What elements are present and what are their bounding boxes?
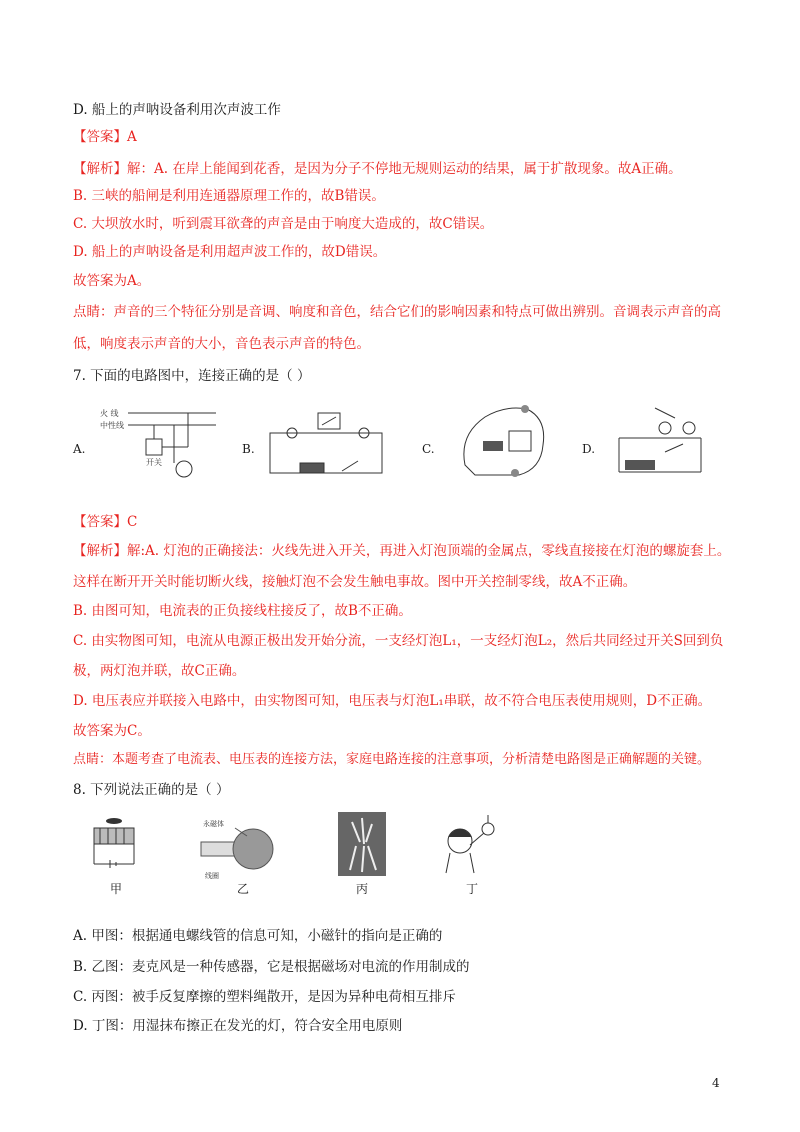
q7-analysis-2: 这样在断开开关时能切断火线，接触灯泡不会发生触电事故。图中开关控制零线，故A不正确。	[73, 574, 637, 590]
q7-conclusion: 故答案为C。	[73, 723, 151, 739]
switch-label: 开关	[146, 458, 162, 467]
analysis-text: 解：A. 在岸上能闻到花香，是因为分子不停地无规则运动的结果，属于扩散现象。故A正确。	[127, 161, 682, 177]
q7-analysis-4: C. 由实物图可知，电流从电源正极出发开始分流，一支经灯泡L₁，一支经灯泡L₂，然后共同经过开关S回到负	[73, 633, 724, 649]
q7-figure-d	[605, 398, 715, 482]
coil-label: 线圈	[205, 872, 219, 880]
magnet-label: 永磁体	[203, 820, 224, 828]
q8-figure-bing	[338, 812, 386, 876]
prev-option-d: D. 船上的声呐设备利用次声波工作	[73, 102, 281, 118]
q7-analysis-3: B. 由图可知，电流表的正负接线柱接反了，故B不正确。	[73, 603, 412, 619]
prev-answer	[73, 127, 137, 147]
prev-analysis-4: D. 船上的声呐设备是利用超声波工作的，故D错误。	[73, 244, 387, 260]
answer-label: 【答案】	[73, 514, 127, 530]
page-number: 4	[712, 1076, 720, 1090]
q8-label-ding: 丁	[466, 882, 479, 896]
q8-stem: 8. 下列说法正确的是（ ）	[73, 782, 230, 798]
answer-value: A	[127, 129, 137, 145]
q7-figure-b	[262, 405, 392, 483]
q8-figure-yi	[195, 818, 285, 880]
prev-analysis-2: B. 三峡的船闸是利用连通器原理工作的，故B错误。	[73, 188, 385, 204]
q7-analysis-5: 极，两灯泡并联，故C正确。	[73, 663, 246, 679]
q8-figure-jia	[88, 816, 148, 876]
q8-label-bing: 丙	[356, 882, 369, 896]
neutral-wire-label: 中性线	[100, 421, 124, 430]
prev-tip-2: 低，响度表示声音的大小，音色表示声音的特色。	[73, 336, 370, 352]
answer-label: 【答案】	[73, 129, 127, 145]
prev-analysis-1	[73, 159, 682, 179]
q8-label-yi: 乙	[237, 882, 250, 896]
q7-stem: 7. 下面的电路图中，连接正确的是（ ）	[73, 368, 311, 384]
q7-figure-a	[98, 405, 218, 483]
analysis-text: 解:A. 灯泡的正确接法：火线先进入开关，再进入灯泡顶端的金属点，零线直接接在灯泡的螺旋套上。	[127, 543, 731, 559]
analysis-label: 【解析】	[73, 543, 127, 559]
live-wire-label: 火 线	[100, 409, 119, 418]
q7-answer	[73, 512, 137, 532]
q8-label-jia: 甲	[110, 882, 123, 896]
q7-analysis-1	[73, 541, 730, 561]
q7-option-b-label: B.	[242, 442, 255, 456]
q8-option-b: B. 乙图：麦克风是一种传感器，它是根据磁场对电流的作用制成的	[73, 959, 470, 975]
q7-option-d-label: D.	[582, 442, 596, 456]
q8-figure-ding	[440, 815, 504, 875]
q7-analysis-6: D. 电压表应并联接入电路中，由实物图可知，电压表与灯泡L₁串联，故不符合电压表使用规则，D不正确。	[73, 693, 712, 709]
prev-analysis-3: C. 大坝放水时，听到震耳欲聋的声音是由于响度大造成的，故C错误。	[73, 216, 494, 232]
q7-option-c-label: C.	[422, 442, 435, 456]
q7-tip: 点睛：本题考查了电流表、电压表的连接方法，家庭电路连接的注意事项，分析清楚电路图是正确解题的关键。	[73, 752, 711, 767]
q7-option-a-label: A.	[73, 442, 86, 456]
q8-option-c: C. 丙图：被手反复摩擦的塑料绳散开，是因为异种电荷相互排斥	[73, 989, 456, 1005]
prev-conclusion: 故答案为A。	[73, 273, 151, 289]
analysis-label: 【解析】	[73, 161, 127, 177]
answer-value: C	[127, 514, 138, 530]
q7-figure-c	[455, 395, 555, 483]
q8-option-a: A. 甲图：根据通电螺线管的信息可知，小磁针的指向是正确的	[73, 928, 443, 944]
prev-tip-1: 点睛：声音的三个特征分别是音调、响度和音色，结合它们的影响因素和特点可做出辨别。音调表示声音的高	[73, 304, 721, 320]
q8-option-d: D. 丁图：用湿抹布擦正在发光的灯，符合安全用电原则	[73, 1018, 403, 1034]
